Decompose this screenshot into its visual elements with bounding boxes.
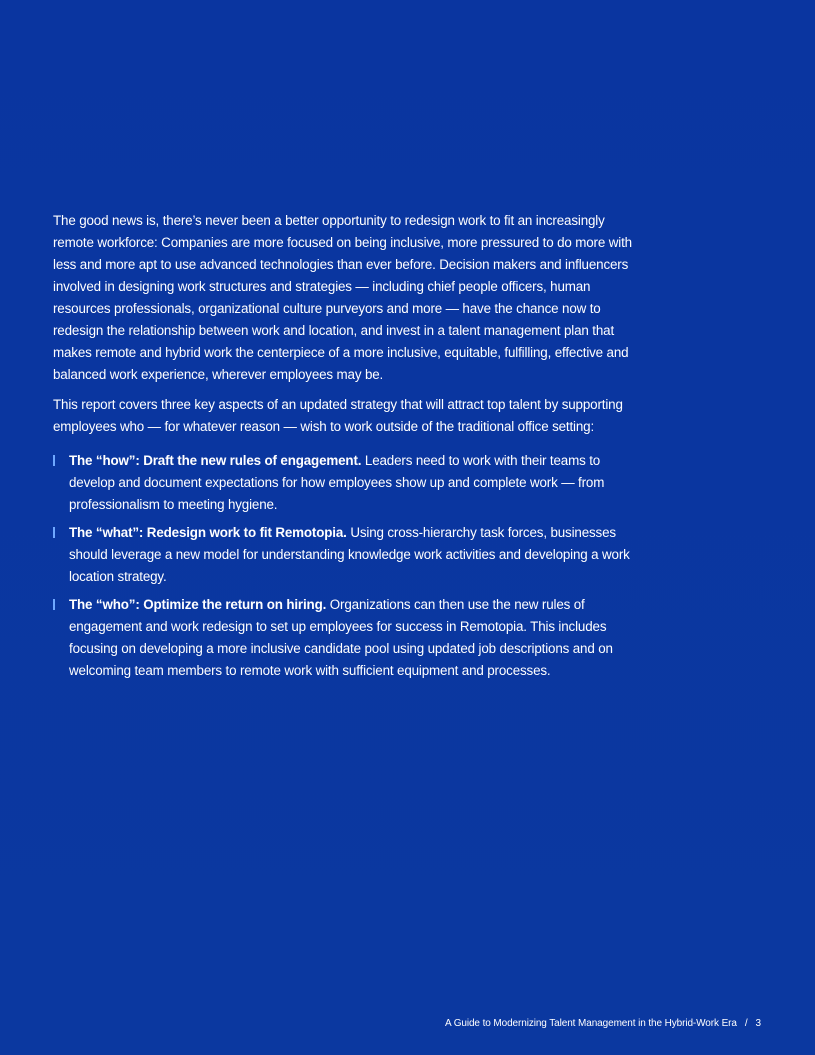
intro-paragraph: The good news is, there’s never been a better opportunity to redesign work to fit an increasingly remote workforce: Companies are more focused on being inclusive, more pressured to do more with less and more apt to use advanced technologies than ever before. Decision makers and influencers involved in designing work structures and strategies — including chief people officers, human resources professionals, organizational culture purveyors and more — have the chance now to redesign the relationship between work and location, and invest in a talent management plan that makes remote and hybrid work the centerpiece of a more inclusive, equitable, fulfilling, effective and balanced work experience, wherever employees may be.	[53, 213, 632, 382]
page-number: 3	[755, 1018, 761, 1029]
list-item	[53, 522, 645, 588]
bullet-bar-icon	[53, 455, 55, 466]
bullet-bar-icon	[53, 527, 55, 538]
footer-title: A Guide to Modernizing Talent Management in the Hybrid-Work Era	[445, 1018, 737, 1029]
list-item	[53, 450, 645, 516]
bullet-text: Leaders need to work with their teams to develop and document expectations for how employees show up and complete work — from professionalism to meeting hygiene.	[69, 453, 605, 512]
bullet-bar-icon	[53, 599, 55, 610]
report-paragraph: This report covers three key aspects of an updated strategy that will attract top talent by supporting employees who — for whatever reason — wish to work outside of the traditional office setting:	[53, 397, 623, 434]
bullet-lead: The “who”: Optimize the return on hiring.	[69, 597, 327, 612]
list-item	[53, 594, 645, 682]
bullet-text: Organizations can then use the new rules of engagement and work redesign to set up employees for success in Remotopia. This includes focusing on developing a more inclusive candidate pool using updated job descriptions and on welcoming team members to remote work with sufficient equipment and processes.	[69, 597, 613, 678]
page-footer	[445, 1018, 761, 1030]
key-aspects-list	[53, 450, 645, 682]
body-content	[53, 210, 645, 688]
footer-separator: /	[744, 1018, 748, 1029]
bullet-lead: The “what”: Redesign work to fit Remotopia.	[69, 525, 347, 540]
bullet-lead: The “how”: Draft the new rules of engagement.	[69, 453, 362, 468]
bullet-text: Using cross-hierarchy task forces, businesses should leverage a new model for understanding knowledge work activities and developing a work location strategy.	[69, 525, 630, 584]
